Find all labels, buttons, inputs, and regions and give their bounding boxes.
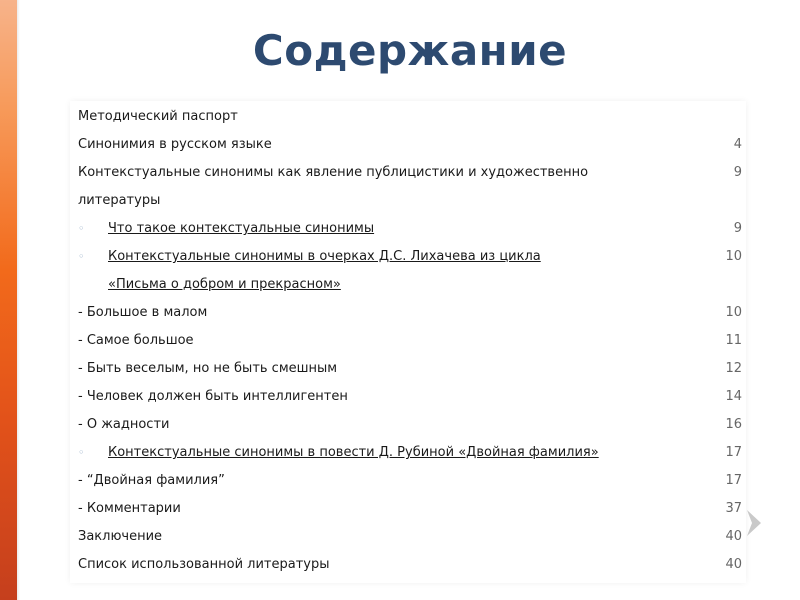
- toc-entry-text: - Большое в малом: [78, 305, 208, 320]
- chevron-right-icon[interactable]: [745, 508, 763, 538]
- toc-entry-text: - “Двойная фамилия”: [78, 473, 225, 488]
- toc-page-number: 40: [725, 529, 742, 544]
- accent-sidebar: [0, 0, 17, 600]
- toc-page-number: 12: [725, 361, 742, 376]
- toc-page-number: 4: [733, 137, 742, 152]
- page-title: Содержание: [252, 26, 568, 75]
- toc-entry-text: Синонимия в русском языке: [78, 137, 272, 152]
- toc-page-number: 10: [725, 249, 742, 264]
- toc-page-number: 9: [733, 221, 742, 236]
- table-of-contents: [70, 101, 746, 583]
- toc-entry-text: - О жадности: [78, 417, 170, 432]
- bullet-icon: ◦: [78, 222, 85, 235]
- bullet-icon: ◦: [78, 250, 85, 263]
- toc-page-number: 37: [725, 501, 742, 516]
- toc-entry-text: - Быть веселым, но не быть смешным: [78, 361, 338, 376]
- toc-entry-text: - Комментарии: [78, 501, 181, 516]
- toc-page-number: 17: [725, 445, 742, 460]
- toc-link[interactable]: «Письма о добром и прекрасном»: [108, 277, 341, 292]
- toc-entry-text: литературы: [78, 193, 161, 208]
- toc-page-number: 11: [725, 333, 742, 348]
- toc-entry-text: Список использованной литературы: [78, 557, 330, 572]
- toc-page-number: 17: [725, 473, 742, 488]
- bullet-icon: ◦: [78, 446, 85, 459]
- toc-link[interactable]: Контекстуальные синонимы в повести Д. Рубиной «Двойная фамилия»: [108, 445, 599, 460]
- toc-page-number: 16: [725, 417, 742, 432]
- toc-page-number: 14: [725, 389, 742, 404]
- toc-link[interactable]: Контекстуальные синонимы в очерках Д.С. Лихачева из цикла: [108, 249, 541, 264]
- toc-link[interactable]: Что такое контекстуальные синонимы: [108, 221, 375, 236]
- toc-entry-text: - Самое большое: [78, 333, 194, 348]
- toc-page-number: 10: [725, 305, 742, 320]
- toc-page-number: 9: [733, 165, 742, 180]
- toc-entry-text: Методический паспорт: [78, 109, 238, 124]
- toc-entry-text: - Человек должен быть интеллигентен: [78, 389, 348, 404]
- toc-page-number: 40: [725, 557, 742, 572]
- toc-entry-text: Заключение: [78, 529, 163, 544]
- toc-entry-text: Контекстуальные синонимы как явление публицистики и художественно: [78, 165, 589, 180]
